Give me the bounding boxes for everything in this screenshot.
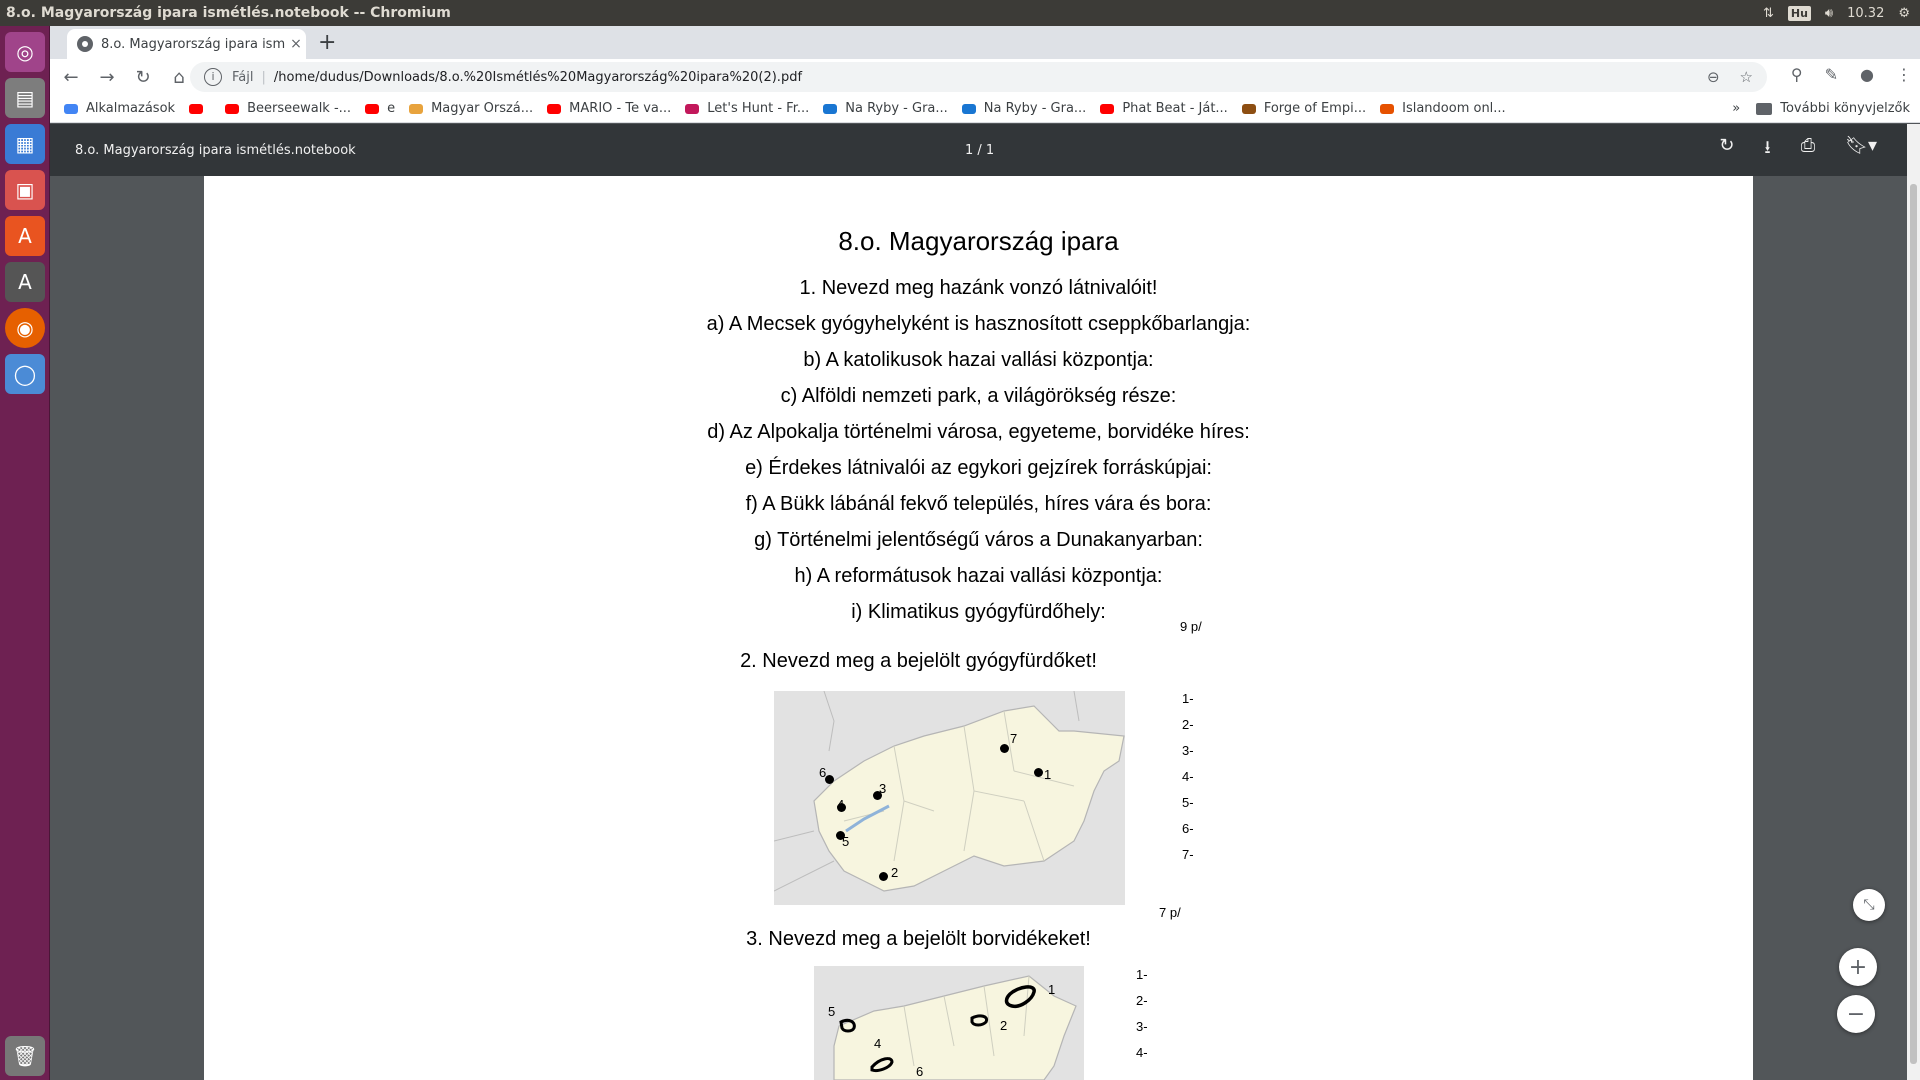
print-icon[interactable]: ⎙	[1800, 135, 1816, 156]
bookmark-item[interactable]	[189, 101, 211, 116]
question-1-item: g) Történelmi jelentőségű város a Dunakanyarban:	[754, 529, 1203, 551]
bookmarks-bar	[50, 95, 1920, 123]
reload-icon[interactable]: ↻	[135, 66, 151, 88]
bookmark-favicon-icon	[189, 104, 203, 114]
fit-to-page-button[interactable]: ⤡	[1853, 889, 1885, 921]
extension-icon[interactable]: ✎	[1824, 65, 1839, 84]
bookmark-menu-icon[interactable]: 🔖︎▾	[1845, 135, 1877, 156]
bookmark-item[interactable]	[685, 101, 809, 116]
bookmark-label: Na Ryby - Gra...	[983, 101, 1087, 116]
question-3: 3. Nevezd meg a bejelölt borvidékeket!	[746, 928, 1091, 950]
hungary-spa-map-drawing	[774, 691, 1125, 905]
question-1: 1. Nevezd meg hazánk vonzó látnivalóit!	[799, 277, 1158, 299]
bookmark-favicon-icon	[409, 104, 423, 114]
bookmark-label: Phat Beat - Ját...	[1122, 101, 1228, 116]
question-1-item: e) Érdekes látnivalói az egykori gejzírek forráskúpjai:	[745, 457, 1212, 479]
bookmark-item[interactable]	[547, 101, 671, 116]
url-separator: |	[261, 69, 266, 85]
bookmark-label: Let's Hunt - Fr...	[707, 101, 810, 116]
q3-answer-line: 1-	[1136, 967, 1148, 982]
ubuntu-launcher	[0, 26, 50, 1080]
document-heading: 8.o. Magyarország ipara	[838, 226, 1119, 256]
wine-region-label: 5	[828, 1004, 836, 1019]
search-extension-icon[interactable]: ⚲	[1790, 65, 1803, 84]
q3-answer-line: 4-	[1136, 1045, 1148, 1060]
bookmark-favicon-icon	[685, 104, 699, 114]
spa-marker-label: 2	[891, 865, 899, 880]
q2-answer-line: 2-	[1182, 717, 1194, 732]
updater-icon[interactable]: A	[5, 262, 45, 302]
q3-answer-line: 3-	[1136, 1019, 1148, 1034]
window-title: 8.o. Magyarország ipara ismétlés.notebook -- Chromium	[6, 5, 451, 21]
download-icon[interactable]: ⭳	[1764, 137, 1771, 158]
bookmarks-overflow-chevron-icon[interactable]: »	[1732, 101, 1741, 116]
profile-avatar-icon[interactable]: ●	[1860, 65, 1874, 84]
trash-icon[interactable]: 🗑︎	[5, 1036, 45, 1076]
bookmark-item[interactable]	[823, 101, 948, 116]
bookmark-favicon-icon	[823, 104, 837, 114]
question-1-item: d) Az Alpokalja történelmi városa, egyeteme, borvidéke híres:	[707, 421, 1250, 443]
bookmark-favicon-icon	[962, 104, 976, 114]
bookmark-label: Islandoom onl...	[1402, 101, 1506, 116]
bookmark-label: Magyar Orszá...	[431, 101, 534, 116]
impress-icon[interactable]: ▣	[5, 170, 45, 210]
spa-marker	[1034, 768, 1043, 777]
bookmark-item[interactable]	[1100, 101, 1228, 116]
bookmark-item[interactable]	[225, 101, 351, 116]
bookmark-favicon-icon	[547, 104, 561, 114]
spa-marker-label: 4	[837, 797, 845, 812]
bookmark-label: Beerseewalk -...	[247, 101, 352, 116]
q1-points: 9 p/	[1180, 619, 1202, 634]
question-1-item: c) Alföldi nemzeti park, a világörökség része:	[780, 385, 1177, 407]
bookmark-item[interactable]	[64, 101, 175, 116]
spa-marker-label: 7	[1010, 731, 1018, 746]
bookmark-favicon-icon	[64, 104, 78, 114]
spa-marker-label: 5	[842, 834, 850, 849]
writer-icon[interactable]: ▦	[5, 124, 45, 164]
new-tab-button[interactable]: +	[318, 30, 337, 55]
forward-arrow-icon[interactable]: →	[99, 66, 115, 88]
question-1-item: i) Klimatikus gyógyfürdőhely:	[851, 601, 1106, 623]
bookmark-favicon-icon	[365, 104, 379, 114]
settings-gear-icon[interactable]: ⚙	[1898, 5, 1910, 21]
system-top-bar	[0, 0, 1920, 26]
zoom-out-button[interactable]: −	[1837, 995, 1875, 1033]
q2-answer-line: 6-	[1182, 821, 1194, 836]
previous-page-text-remnant	[204, 162, 1753, 180]
wine-region-label: 2	[1000, 1018, 1008, 1033]
zoom-magnifier-icon[interactable]: ⊖	[1706, 68, 1720, 86]
tab-pdf[interactable]	[67, 29, 306, 59]
chromium-icon[interactable]: ◯	[5, 354, 45, 394]
zoom-in-button[interactable]: +	[1839, 948, 1877, 986]
bookmark-label: MARIO - Te va...	[569, 101, 672, 116]
bookmark-label: Na Ryby - Gra...	[845, 101, 948, 116]
bookmark-favicon-icon	[1242, 104, 1256, 114]
browser-toolbar	[50, 59, 1920, 95]
folder-icon	[1756, 103, 1772, 115]
q2-answer-line: 3-	[1182, 743, 1194, 758]
bookmark-favicon-icon	[225, 104, 239, 114]
question-1-item: f) A Bükk lábánál fekvő település, híres vára és bora:	[745, 493, 1212, 515]
question-1-item: a) A Mecsek gyógyhelyként is hasznosított cseppkőbarlangja:	[706, 313, 1251, 335]
question-1-item: h) A reformátusok hazai vallási központja:	[794, 565, 1163, 587]
info-icon[interactable]: i	[204, 68, 222, 86]
hungary-wine-region-map	[814, 966, 1084, 1080]
bookmark-favicon-icon	[1380, 104, 1394, 114]
bookmark-star-icon[interactable]: ☆	[1739, 68, 1753, 86]
hungary-spa-map	[774, 691, 1125, 905]
q2-answer-line: 4-	[1182, 769, 1194, 784]
dash-home-icon[interactable]: ◎	[5, 32, 45, 72]
question-2: 2. Nevezd meg a bejelölt gyógyfürdőket!	[740, 650, 1097, 672]
address-bar[interactable]	[190, 62, 1767, 92]
bookmark-label: Forge of Empi...	[1263, 101, 1367, 116]
network-icon[interactable]: ⇅	[1762, 5, 1774, 21]
bookmark-item[interactable]	[1242, 101, 1366, 116]
spa-marker-label: 3	[879, 781, 887, 796]
page-scrollbar[interactable]	[1907, 124, 1920, 1080]
volume-icon[interactable]: 🔊︎	[1824, 5, 1834, 21]
bookmark-item[interactable]	[365, 101, 395, 116]
spa-marker-label: 1	[1044, 767, 1052, 782]
hungary-wine-region-map-drawing	[814, 966, 1084, 1080]
rotate-icon[interactable]: ↻	[1719, 135, 1735, 156]
files-icon[interactable]: ▤	[5, 78, 45, 118]
q2-answer-line: 5-	[1182, 795, 1194, 810]
bookmark-item[interactable]	[962, 101, 1087, 116]
wine-region-label: 6	[916, 1064, 924, 1079]
bookmark-item[interactable]	[1380, 101, 1506, 116]
back-arrow-icon[interactable]: ←	[63, 66, 79, 88]
other-bookmarks-label: További könyvjelzők	[1780, 101, 1910, 116]
url-scheme-label: Fájl	[232, 69, 254, 85]
scrollbar-thumb[interactable]	[1910, 184, 1917, 1064]
pdf-page	[204, 176, 1753, 1080]
tab-strip	[50, 26, 1920, 59]
clock[interactable]: 10.32	[1847, 5, 1885, 21]
keyboard-layout-indicator[interactable]: Hu	[1788, 6, 1811, 21]
wine-region-label: 4	[874, 1036, 882, 1051]
url-text[interactable]: /home/dudus/Downloads/8.o.%20Ismétlés%20Magyarország%20ipara%20(2).pdf	[273, 69, 803, 85]
menu-kebab-icon[interactable]: ⋮	[1896, 65, 1912, 84]
wine-region-label: 1	[1048, 982, 1056, 997]
home-icon[interactable]: ⌂	[173, 66, 185, 88]
q2-points: 7 p/	[1159, 905, 1181, 920]
spa-marker-label: 6	[819, 765, 827, 780]
bookmark-label: Alkalmazások	[86, 101, 176, 116]
bookmark-item[interactable]	[409, 101, 533, 116]
bookmark-favicon-icon	[1100, 104, 1114, 114]
pdf-title: 8.o. Magyarország ipara ismétlés.notebook	[75, 142, 356, 158]
spa-marker	[879, 872, 888, 881]
q2-answer-line: 7-	[1182, 847, 1194, 862]
question-1-item: b) A katolikusok hazai vallási központja:	[803, 349, 1154, 371]
spa-marker	[1000, 744, 1009, 753]
tab-close-icon[interactable]: ×	[290, 36, 302, 52]
other-bookmarks-folder[interactable]	[1756, 101, 1910, 116]
tab-favicon-icon	[77, 36, 93, 52]
q2-answer-line: 1-	[1182, 691, 1194, 706]
page-indicator: 1 / 1	[965, 142, 995, 158]
q3-answer-line: 2-	[1136, 993, 1148, 1008]
spa-marker	[825, 775, 834, 784]
bookmark-label: e	[387, 101, 396, 116]
tab-label: 8.o. Magyarország ipara ism	[101, 36, 286, 52]
software-center-icon[interactable]: A	[5, 216, 45, 256]
firefox-icon[interactable]: ◉	[5, 308, 45, 348]
